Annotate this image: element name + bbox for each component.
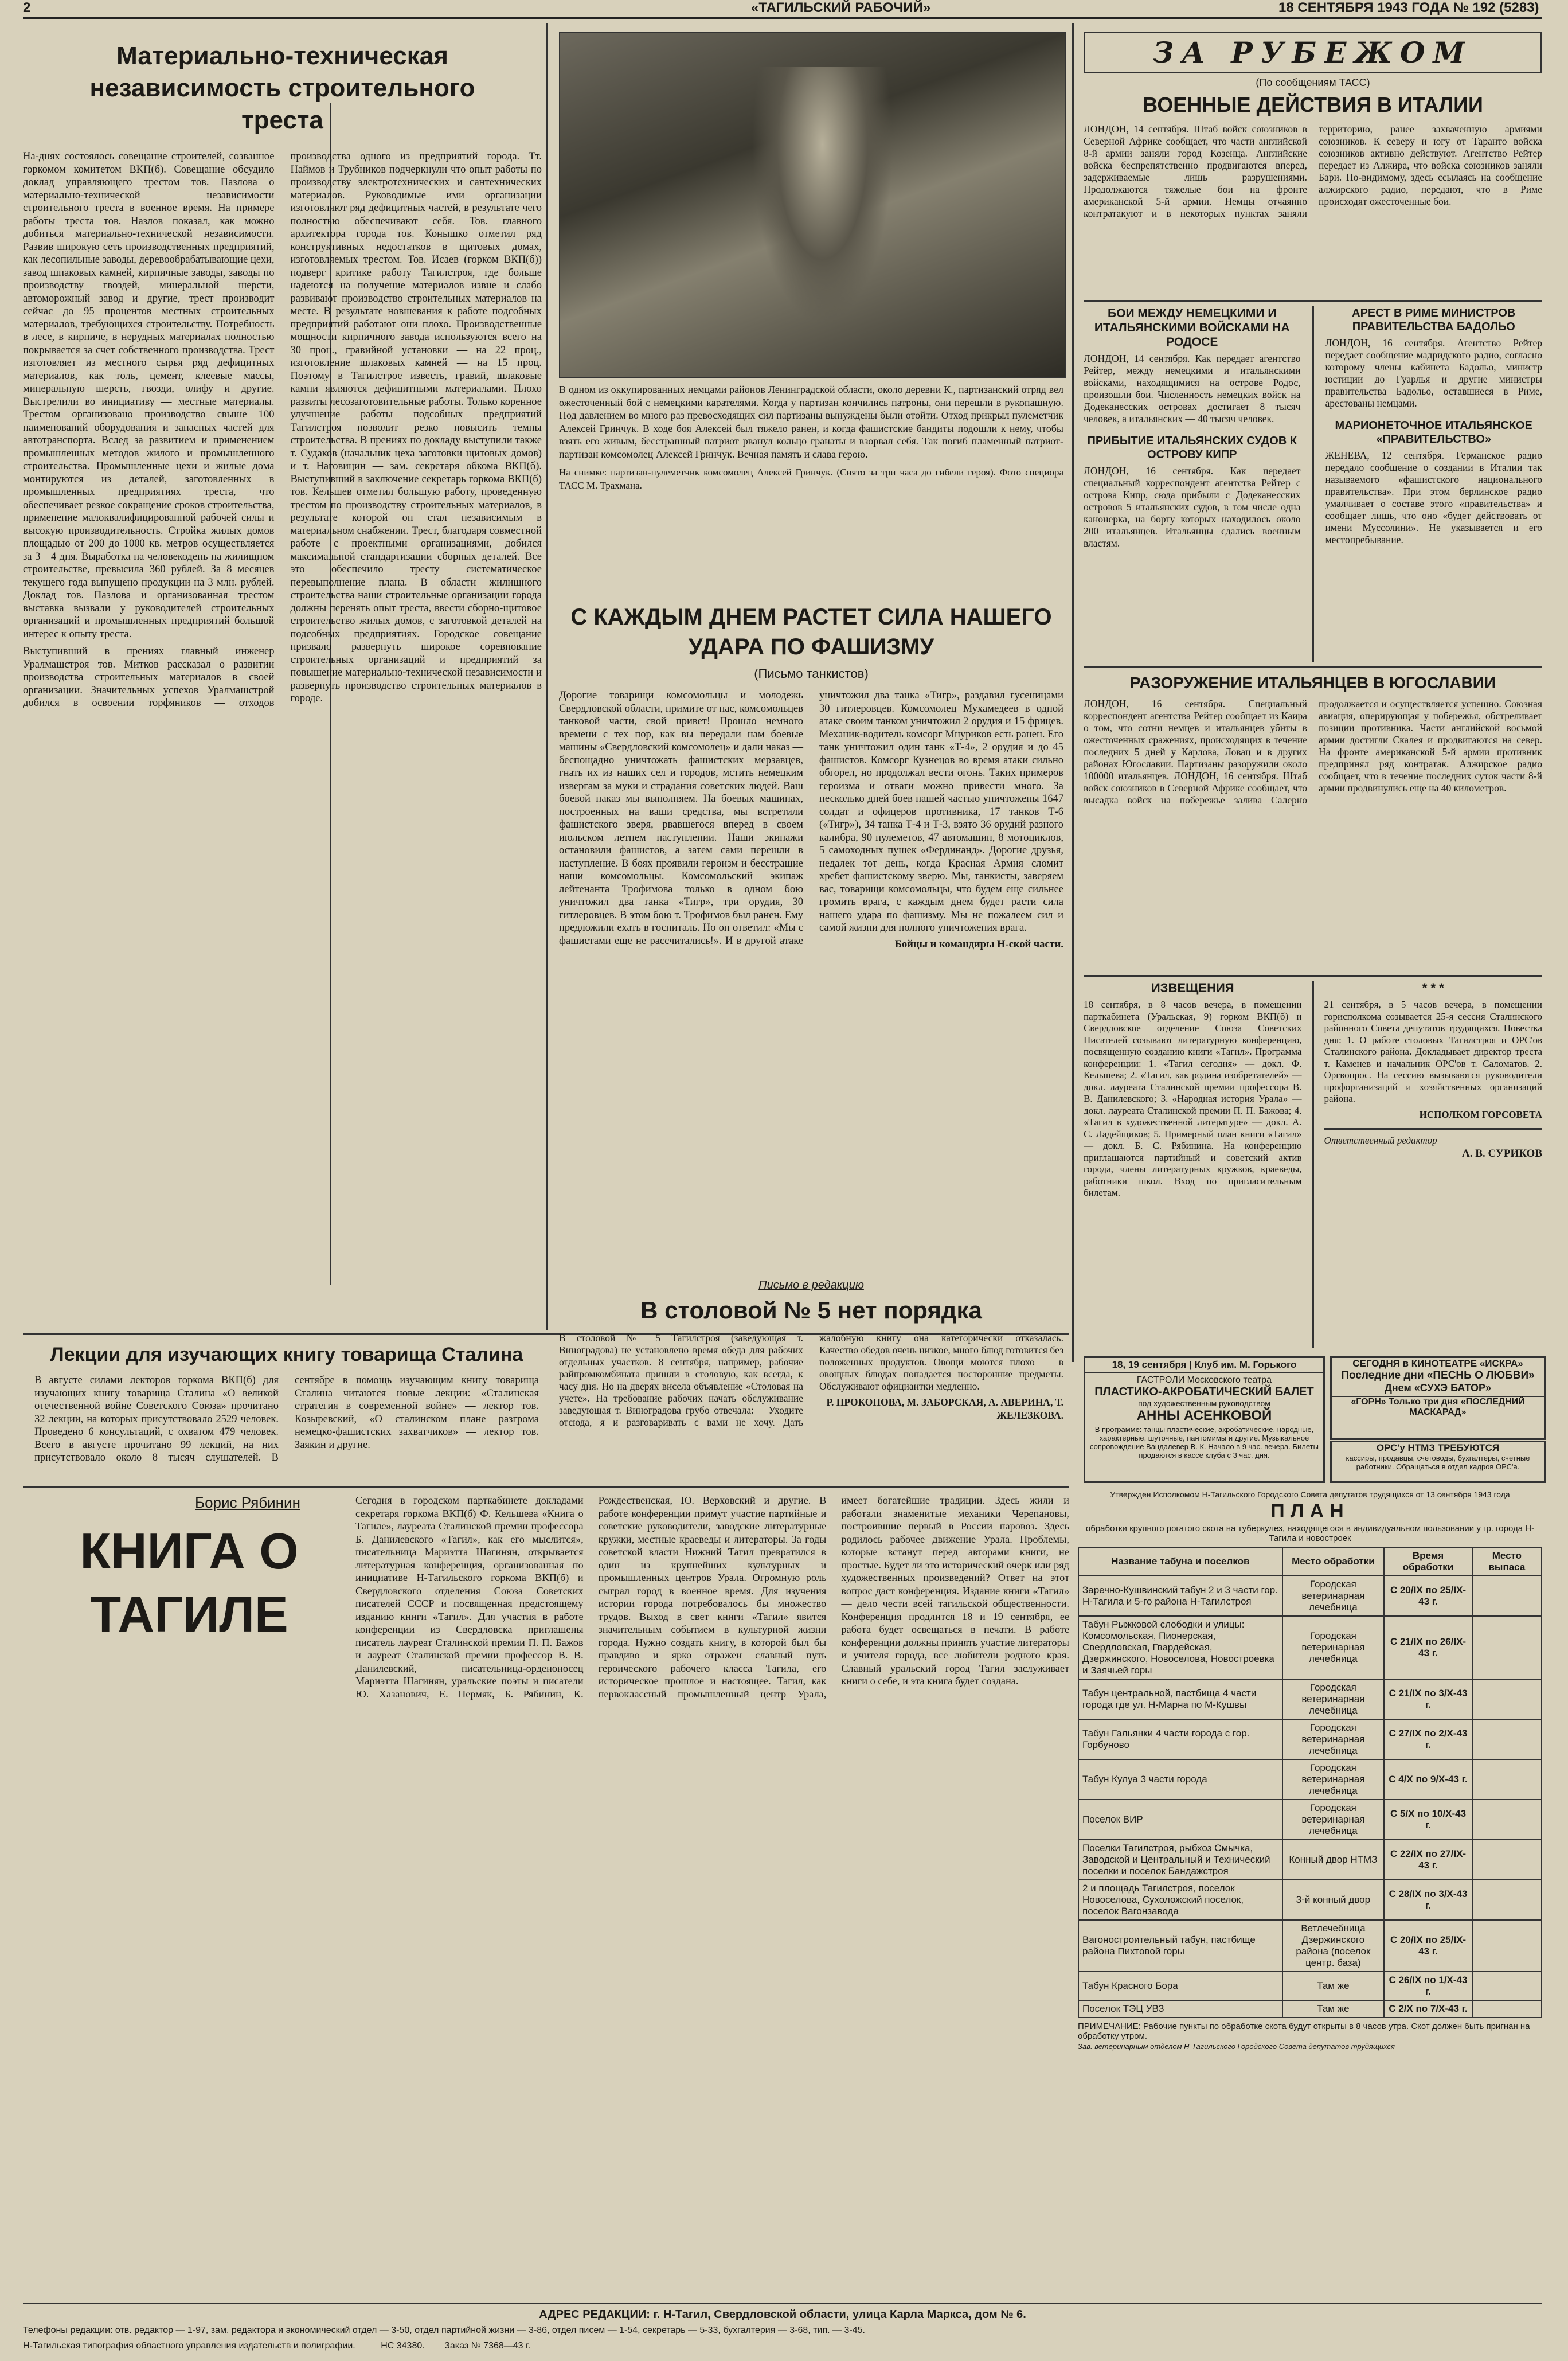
session-signature: ИСПОЛКОМ ГОРСОВЕТА [1419,1109,1542,1120]
plan-cell-name: Поселок ТЭЦ УВЗ [1078,2000,1282,2017]
abroad-left [1084,306,1301,662]
ors-text: кассиры, продавцы, счетоводы, бухгалтеры, счетные работники. Обращаться в отдел кадров ОРС'а. [1346,1454,1530,1471]
plan-cell-place: Городская ветеринарная лечебница [1282,1679,1385,1719]
photo-caption: В одном из оккупированных немцами районов Ленинградской области, около деревни К., партизанский отряд вел ожесточенный бой с немецкими карателями. Когда у партизан кончились патроны, они перешли в рукопашную. Под давлением во много раз превосходящих сил партизаны вынуждены были отойти. Отход прикрыл пулеметчик Алексей Гринчук. В ходе боя Алексей был тяжело ранен, и когда фашистские бандиты подошли к нему, чтобы взять его живым, бесстрашный патриот рванул кольцо гранаты и взорвал себя. Так погиб пламенный патриот-партизан комсомолец Алексей Гринчук. Вечная память и слава герою. [559,384,1063,460]
notices-cols [1084,981,1542,1348]
plan-row [1078,1880,1542,1920]
cinema-line1: СЕГОДНЯ в КИНОТЕАТРЕ «ИСКРА» [1352,1358,1523,1369]
plan-header-row [1078,1547,1542,1576]
badoglio-text: ЛОНДОН, 16 сентября. Агентство Рейтер передает сообщение мадридского радио, согласно которому члены кабинета Бадольо, министр юстиции до Гуарлья и другие министры правительства Бадольо, оставшиеся в Риме, арестованы немцами. [1325,337,1542,409]
plan-row [1078,1616,1542,1679]
plan-preamble: Утвержден Исполкомом Н-Тагильского Городского Совета депутатов трудящихся от 13 сентября 1943 года [1110,1490,1510,1499]
rhodes-title: БОИ МЕЖДУ НЕМЕЦКИМИ И ИТАЛЬЯНСКИМИ ВОЙСКАМИ НА РОДОСЕ [1094,307,1290,349]
editor-label: Ответственный редактор [1324,1135,1437,1146]
plan-cell-place: Городская ветеринарная лечебница [1282,1576,1385,1616]
trust-body [23,150,542,1325]
yugo-text: ЛОНДОН, 16 сентября. Специальный корреспондент агентства Рейтер сообщает из Каира о том, что сотни немцев и итальянцев убиты в ожесточенных сражениях, происходящих в течение последних 5 дней у Карлова, Ловац и в других районах Югославии. Партизаны разоружили около 100000 итальянцев. ЛОНДОН, 16 сентября. Штаб войск союзников в Северной Африке сообщает, что высадка войск на побережье залива Салерно продолжается и осуществляется успешно. Союзная авиация, оперирующая у побережья, обстреливает позиции противника. Части английской восьмой армии достигли Скалея и продвигаются на север. На фронте американской 5-й армии противник предпринял ряд контратак. Алжирское радио сообщает, что в течение последних суток части 8-й армии продвинулись еще на 40 километров. [1084,698,1542,806]
footer-printer-line [23,2341,1542,2351]
plan-cell-time: С 4/X по 9/X-43 г. [1384,1759,1472,1800]
notice-session: * * * 21 сентября, в 5 часов вечера, в помещении горисполкома созывается 25-я сессия Сталинского районного Совета депутатов трудящихся. Повестка дня: 1. О работе столовых Тагилстроя и ОРС'ов Сталинского района. Докладывает директор треста т. Каменев и начальник ОРС'ов т. Саломатов. 2. Оргвопрос. На сессию вызываются руководители профорганизаций и хозяйственных организаций района. ИСПОЛКОМ ГОРСОВЕТА Ответственный редактор А. В. СУРИКОВ [1324,981,1542,1160]
abroad-two-col [1084,306,1542,662]
plan-cell-time: С 28/IX по 3/X-43 г. [1384,1880,1472,1920]
italy-text: ЛОНДОН, 14 сентября. Штаб войск союзников в Северной Африке сообщает, что части английской 8-й армии заняли город Козенца. Английские войска беспрепятственно продвигаются вперед, задерживаемые лишь разрушениями. Продолжаются тяжелые бои на фронте американской 5-й армии. Немцы отчаянно контратакуют и в некоторых пунктах заняли территорию, ранее захваченную армиями союзников. К северу и югу от Таранто войска союзников активно действуют. Агентство Рейтер передает из Алжира, что войска союзников заняли Бари. По-видимому, здесь ссылаясь на сообщение алжирского радио, передают, что в Риме происходят ожесточенные бои. [1084,123,1542,219]
theater-director-line: под художественным руководством [1138,1399,1270,1408]
notices-header: ИЗВЕЩЕНИЯ [1151,981,1234,995]
plan-cell-time: С 20/IX по 25/IX-43 г. [1384,1920,1472,1972]
page-number: 2 [23,0,31,15]
rule [1084,300,1542,302]
plan-cell-graze [1472,1840,1542,1880]
issue-date: 18 СЕНТЯБРЯ 1943 ГОДА № 192 (5283) [1278,0,1539,15]
plan-row [1078,1800,1542,1840]
column-rule [546,23,548,1330]
canteen-title: В столовой № 5 нет порядка [640,1297,982,1324]
plan-cell-graze [1472,1616,1542,1679]
plan-cell-name: Табун центральной, пастбища 4 части города где ул. Н-Марна по М-Кушвы [1078,1679,1282,1719]
photo-caption-block [559,383,1063,595]
plan-subtitle: обработки крупного рогатого скота на туберкулез, находящегося в индивидуальном пользовании у гр. города Н-Тагила и новостроек [1085,1524,1535,1543]
book-heading-spacer [23,1494,355,1626]
plan-cell-name: Табун Красного Бора [1078,1972,1282,2000]
plan-cell-graze [1472,2000,1542,2017]
trust-title: Материально-техническая независимость строительного треста [89,42,475,134]
plan-cell-place: Там же [1282,1972,1385,2000]
theater-title: ПЛАСТИКО-АКРОБАТИЧЕСКИЙ БАЛЕТ [1094,1386,1314,1398]
plan-cell-place: Городская ветеринарная лечебница [1282,1759,1385,1800]
plan-cell-graze [1472,1576,1542,1616]
trust-text: На-днях состоялось совещание строителей, созванное горкомом комитетом ВКП(б). Совещание обсудило доклад управляющего трестом тов. Пазлова о материально-технической независимости строительного треста в военное время. На примере работы треста тов. Назлов показал, как можно добиться материально-технической независимости. Развив широкую сеть производственных предприятий, как лесопильные заводы, деревообрабатывающие цехи, завод шпаковых камней, кирпичные заводы, заводы по производству гвоздей, минеральной шерсти, автоморожный завод и другие, трест производит сейчас до 95 процентов местных строительных материалов, требующихся строительству. Потребность в лесе, в кирпиче, в нерудных материалах полностью покрывается за счет собственного производства. Трест изготовляет из местного сырья ряд дефицитных материалов, как толь, цемент, клеевые массы, минеральную шерсть, гвозди, олифу и другие. Выстрелили во инициативу — местные материалы. Трестом организовано производство свыше 100 наименований оборудования и запасных частей для автотранспорта. Вслед за развитием и применением промышленных методов жилого и промышленного строительства. Промышленные цехи и жилые дома монтируются из деталей, заготовленных в промышленных предприятиях треста, что обеспечивает резкое сокращение сроков строительства, применение малоквалифицированной рабочей силы и высокую производительность. Стройка жилых домов площадью от 200 до 1000 кв. метров осуществляется за 3—4 дня. Выработка на человекодень на жилищном строительстве, превысила 360 рублей. За 8 месяцев текущего года выпущено продукции на 3 млн. рублей. Доклад тов. Пазлова и организованная трестом выставка вызвали у руководителей строительных организаций и промышленных предприятий большой интерес к опыту треста. [23,151,275,640]
rule [1324,1128,1543,1130]
photo-credit: На снимке: партизан-пулеметчик комсомолец Алексей Гринчук. (Снято за три часа до гибели героя). Фото специора ТАСС М. Трахмана. [559,467,1063,491]
abroad-header: ЗА РУБЕЖОМ [1153,36,1473,69]
plan-cell-name: Табун Кулуа 3 части города [1078,1759,1282,1800]
book-text: Сегодня в городском парткабинете докладами секретаря горкома ВКП(б) Ф. Кельшева «Книга о Тагиле», лауреата Сталинской премии профессора Б. Данилевского «Тагил», как его мыслится», писательница Мариэтта Шагинян, открывается литературная конференция, организованная по инициативе Н-Тагильского горкома ВКП(б) и Свердловского отделения Союза Советских писателей СССР и посвященная предстоящему изданию книги «Тагил». Для участия в работе конференции из Свердловска приглашены писатель лауреат Сталинской премии П. П. Бажов и лауреат Сталинской премии профессор В. В. Данилевский, писательница-орденоносец Мариэтта Шагинян, уральские поэты и писатели Ю. Хазанович, Е. Пермяк, Б. Рябинин, К. Рождественская, Ю. Верховский и другие. В работе конференции примут участие партийные и советские руководители, заводские литературные кружки, местные краеведы и литераторы. За годы советской власти Нижний Тагил превратился в один из крупнейших культурных и промышленных центров Урала. Огромную роль сыграл город в военное время. Для изучения истории города потребовалось бы множество трудов. Выход в свет книги «Тагил» явится значительным событием в культурной жизни города. Нужно создать книгу, в которой был бы правдиво и ярко отражен славный путь героического рабочего класса Тагила, его историческое прошлое и настоящее. Тагил, как первоклассный промышленный центр Урала, имеет богатейшие традиции. Здесь жили и работали знаменитые механики Черепановы, построившие первый в России паровоз. Здесь родилось рабочее движение Урала. Проблемы, которые встанут перед авторами книги, не простые. Будет ли это исторический очерк или ряд художественных произведений? Ответ на этот вопрос даст конференция. Издание книги «Тагил» — дело чести всей тагильской общественности. Конференция продлится 18 и 19 сентября, ее работа будет освещаться в печати. В работе конференции должны принять участие литераторы и учителя города, все любители родного края. Славный уральский город Тагил заслуживает книги о себе, и эта книга будет создана. [355,1494,1069,1700]
plan-col-graze: Место выпаса [1472,1547,1542,1576]
plan-section [1078,1490,1542,2296]
abroad-section [1084,32,1542,969]
theater-director: АННЫ АСЕНКОВОЙ [1136,1408,1272,1423]
lectures-article [34,1342,539,1482]
canteen-article [559,1279,1063,1482]
plan-cell-graze [1472,1972,1542,2000]
plan-cell-time: С 26/IX по 1/X-43 г. [1384,1972,1472,2000]
plan-cell-name: Заречно-Кушвинский табун 2 и 3 части гор. Н-Тагила и 5-го района Н-Тагилстроя [1078,1576,1282,1616]
plan-cell-time: С 21/IX по 3/X-43 г. [1384,1679,1472,1719]
tankists-text: Дорогие товарищи комсомольцы и молодежь Свердловской области, примите от нас, комсомольцев танковой части, свой привет! Прошло немного времени с тех пор, как вы передали нам боевые машины «Свердловский комсомолец» и дали наказ — беспощадно уничтожать фашистских мерзавцев, гнать их из наших сел и городов, мстить немецким извергам за муки и страдания советских людей. Ваш боевой наказ мы выполняем. На боевых машинах, построенных на ваши средства, мы встретили фашистского зверя, рвавшегося вперед в своем июльском летнем наступлении. Наши экипажи остановили фашистов, а затем сами перешли в наступление. В боях проявили героизм и бесстрашие наши комсомольцы. Комсомольский экипаж лейтенанта Трофимова только в одном бою уничтожил два танка «Тигр», три орудия, 30 гитлеровцев. В этом бою т. Трофимов был ранен. Ему предложили ехать в госпиталь. Но он ответил: «Мы с фашистами еще не рассчитались!». И в другой атаке уничтожил два танка «Тигр», раздавил гусеницами 30 гитлеровцев. Комсомолец Мухамедеев в одной атаке своим танком уничтожил 2 орудия и 15 фрицев. Механик-водитель комсорг Мнуриков есть ранен. Его танк уничтожил один танк «Т-4», 2 орудия и до 45 фашистов. Комсорг Кузнецов во время атаки сильно обгорел, но продолжал вести огонь. Таких примеров героизма и отваги можно привести много. За несколько дней боев нашей частью уничтожены 1647 солдат и офицеров противника, 17 танков Т-6 («Тигр»), 34 танка Т-4 и Т-3, взято 36 орудий разного калибра, 90 пулеметов, 47 автомашин, 8 мотоциклов, 5 самоходных пушек «Фердинанд». Дорогие друзья, недалек тот день, когда Красная Армия сломит хребет фашистскому зверю. Мы, танкисты, заверяем вас, товарищи комсомольцы, что будем еще сильнее громить врага, с каждым днем будет расти сила нашего удара по фашизму. Мы не пожалеем сил и самой жизни для полного уничтожения врага. [559,690,1063,947]
lectures-text: В августе силами лекторов горкома ВКП(б) для изучающих книгу товарища Сталина «О великой отечественной войне Советского Союза» прочитано 32 лекции, на которых присутствовало 2529 человек. Проведено 6 консультаций, с охватом 479 человек. Всего в августе прочитано 99 лекций, на них присутствовало около 8 тысяч слушателей. В сентябре в помощь изучающим книгу товарища Сталина читаются новые лекции: «Сталинская стратегия в современной войне» — лектор тов. Козыревский, «О сталинском плане разгрома немецко-фашистских захватчиков» — лектор тов. Заякин и другие. [34,1375,539,1464]
footer-rule [23,2303,1542,2304]
session-text: 21 сентября, в 5 часов вечера, в помещении горисполкома созывается 25-я сессия Сталинского районного Совета депутатов трудящихся. Повестка дня: 1. О работе столовых Тагилстроя и ОРС'ов Сталинского района. Докладывает директор треста т. Каменев и начальник ОРС'ов т. Саломатов. 2. Оргвопрос. На сессию вызываются руководители профорганизаций и хозяйственных организаций района. [1324,999,1542,1104]
cinema-line2: Последние дни «ПЕСНЬ О ЛЮБВИ» [1341,1369,1535,1382]
plan-col-time: Время обработки [1384,1547,1472,1576]
plan-col-name: Название табуна и поселков [1078,1547,1282,1576]
column-rule [1312,981,1314,1348]
footer-order: НС 34380. [381,2341,425,2351]
partisan-figure [752,67,893,325]
editor-name: А. В. СУРИКОВ [1462,1147,1542,1160]
book-article [23,1494,1069,2297]
trust-text-continued: Выступивший в прениях главный инженер Уралмашстроя тов. Митков рассказал о развитии производства строительных материалов в своей организации. Значительных успехов Уралмашстрой добился в освоении торфяников — отходов производства одного из предприятий города. Тт. Наймов и Трубников подчеркнули что опыт работы по производству электротехнических и сантехнических материалов. Руководимые ими организации изготовляют ряд дефицитных частей, в результате чего полностью обеспечивают себя. Тов. главного архитектора города тов. Конышко отметил ряд конструктивных недостатков в щитовых домах, изготовляемых трестом. Тов. Исаев (горком ВКП(б)) подверг критике работу Тагилстроя, где больше надеются на получение материалов извне и слабо развивают производство строительных материалов на месте. В результате новшевания к работе подсобных предприятий работают они плохо. Производственные мощности кирпичного завода используются всего на 30 проц., гравийной установки — на 22 проц., изготовление шлаковых камней — на 15 проц. Поэтому в Тагилстрое известь, гравий, шлаковые камни являются дефицитными материалами. Плохо развиты лесозаготовительные работы. Только коренное улучшение работы подсобных предприятий Тагилстроя позволит резко повысить темпы строительства. В прениях по докладу выступили также т. Судаков (начальник цеха заготовки щитовых домов) и т. Наговицин — зам. секретаря обкома ВКП(б). Выступивший в заключение секретарь горкома ВКП(б) тов. Кельшев отметил большую работу, проведенную трестом по производству строительных материалов, в результате которой он стал независимым в материальном снабжении. Трест, благодаря совместной работе с проектными организациями, добился максимальной стандартизации сборных деталей. Все это обеспечило тресту систематическое перевыполнение плана. В области жилищного строительства наши строительные организации города должны перенять опыт треста, ввести сборно-щитовое строительство жилых домов, с заготовкой деталей на подсобных предприятиях. Городское совещание призвало развернуть широкое соревнование строительных организаций и предприятий за повышение материально-технической независимости и развернуть производство строительных материалов в городе. [23,151,542,709]
cinema-line4: «ГОРН» Только три дня «ПОСЛЕДНИЙ МАСКАРАД» [1332,1396,1544,1418]
footer-printer: Н-Тагильская типография областного управления издательств и полиграфии. [23,2341,355,2351]
ors-ad [1330,1441,1546,1483]
cinema-line3: Днем «СУХЭ БАТОР» [1384,1382,1492,1394]
tankists-article [559,602,1063,1299]
plan-row [1078,1840,1542,1880]
plan-cell-graze [1472,1719,1542,1759]
abroad-source: (По сообщениям ТАСС) [1256,77,1370,88]
abroad-header-box [1084,32,1542,73]
plan-row [1078,1920,1542,1972]
theater-ad: 18, 19 сентября | Клуб им. М. Горького ГАСТРОЛИ Московского театра ПЛАСТИКО-АКРОБАТИЧЕСКИЙ БАЛЕТ под художественным руководством АННЫ АСЕНКОВОЙ В программе: танцы пластические, акробатические, народные, характерные, шуточные, пантомимы и другие. Музыкальное сопровождение Вандалевер В. К. Начало в 9 час. вечера. Билеты продаются в кассе клуба с 3 час. дня. [1084,1356,1325,1483]
theater-venue: Клуб им. М. Горького [1194,1359,1297,1370]
notices-section [1084,981,1542,1348]
plan-cell-place: Там же [1282,2000,1385,2017]
theater-program: В программе: танцы пластические, акробатические, народные, характерные, шуточные, пантомимы и другие. Музыкальное сопровождение Вандалевер В. К. Начало в 9 час. вечера. Билеты продаются в кассе клуба с 3 час. дня. [1090,1425,1319,1459]
tankists-subtitle: (Письмо танкистов) [754,666,869,681]
plan-cell-name: Вагоностроительный табун, пастбище района Пихтовой горы [1078,1920,1282,1972]
footer-address: АДРЕС РЕДАКЦИИ: г. Н-Тагил, Свердловской области, улица Карла Маркса, дом № 6. [539,2308,1026,2321]
plan-row [1078,1759,1542,1800]
cinema-ad [1330,1356,1546,1440]
plan-cell-place: 3-й конный двор [1282,1880,1385,1920]
footer-order2: Заказ № 7368—43 г. [444,2341,531,2351]
tankists-title: С КАЖДЫМ ДНЕМ РАСТЕТ СИЛА НАШЕГО УДАРА ПО ФАШИЗМУ [570,604,1052,659]
plan-cell-place: Конный двор НТМЗ [1282,1840,1385,1880]
canteen-kicker: Письмо в редакцию [758,1279,864,1291]
plan-cell-graze [1472,1679,1542,1719]
column-rule [1072,23,1074,1362]
plan-cell-place: Ветлечебница Дзержинского района (поселок центр. база) [1282,1920,1385,1972]
plan-cell-name: Табун Гальянки 4 части города с гор. Горбуново [1078,1719,1282,1759]
rhodes-text: ЛОНДОН, 14 сентября. Как передает агентство Рейтер, между немецкими и итальянскими войсками, находящимися на острове Родос, произошли бои. Численность немецких войск на Додеканесских островах достигает 8 тысяч человек, а итальянских — 40 тысяч человек. [1084,353,1301,424]
paper-title: «ТАГИЛЬСКИЙ РАБОЧИЙ» [751,0,931,15]
plan-row [1078,1972,1542,2000]
plan-cell-name: Поселок ВИР [1078,1800,1282,1840]
notice-conference [1084,981,1302,1348]
trust-article [23,40,542,1325]
column-rule [1312,306,1314,662]
footer-phones: Телефоны редакции: отв. редактор — 1-97, зам. редактора и экономический отдел — 3-50, отдел партийной жизни — 3-86, отдел писем — 1-54, секретарь — 5-33, бухгалтерия — 3-68, тип. — 3-45. [23,2325,865,2335]
tankists-signature: Бойцы и командиры Н-ской части. [894,938,1063,950]
plan-cell-graze [1472,1920,1542,1972]
plan-row [1078,1719,1542,1759]
badoglio-title: АРЕСТ В РИМЕ МИНИСТРОВ ПРАВИТЕЛЬСТВА БАДОЛЬО [1352,307,1516,333]
plan-row [1078,2000,1542,2017]
lectures-title: Лекции для изучающих книгу товарища Сталина [50,1344,523,1365]
plan-cell-graze [1472,1759,1542,1800]
plan-row [1078,1576,1542,1616]
book-author: Борис Рябинин [195,1494,300,1511]
plan-cell-time: С 21/IX по 26/IX-43 г. [1384,1616,1472,1679]
plan-cell-time: С 22/IX по 27/IX-43 г. [1384,1840,1472,1880]
plan-cell-name: 2 и площадь Тагилстроя, поселок Новоселова, Сухоложский поселок, поселок Вагонзавода [1078,1880,1282,1920]
puppet-text: ЖЕНЕВА, 12 сентября. Германское радио передало сообщение о создании в Италии так называемого «фашистского национального правительства». При этом берлинское радио умалчивает о составе этого «правительства» и сообщает лишь, что оно «будет действовать от имени Муссолини». Не указывается и его местопребывание. [1325,450,1542,545]
plan-cell-place: Городская ветеринарная лечебница [1282,1800,1385,1840]
plan-cell-time: С 2/X по 7/X-43 г. [1384,2000,1472,2017]
section-rule [23,1486,1069,1488]
section-rule [1084,975,1542,977]
plan-cell-graze [1472,1880,1542,1920]
abroad-right [1325,306,1543,662]
plan-cell-name: Табун Рыжковой слободки и улицы: Комсомольская, Пионерская, Свердловская, Гвардейская, Дзержинского, Новоселова, Новостроевка и Заячьей горы [1078,1616,1282,1679]
plan-title: ПЛАН [1270,1500,1350,1522]
plan-cell-time: С 5/X по 10/X-43 г. [1384,1800,1472,1840]
plan-col-place: Место обработки [1282,1547,1385,1576]
canteen-text: В столовой № 5 Тагилстроя (заведующая т. Виноградова) не установлено время обеда для рабочих отдельных участков. 8 сентября, например, рабочие райпромкомбината пришли в столовую, как всегда, к часу дня. Но на дверях висела объявление «Столовая на учете». На требование рабочих начать обслуживание заведующая т. Виноградова грубо отвечала: —Уходите отсюда, я и разговаривать с вами не хочу. Дать жалобную книгу она категорически отказалась. Качество обедов очень низкое, много блюд готовится без положенных продуктов. Овощи моются плохо — в овощных блюдах попадается посторонние предметы. Обслуживают официантки медленно. [559,1332,1063,1428]
italy-title: ВОЕННЫЕ ДЕЙСТВИЯ В ИТАЛИИ [1143,93,1483,116]
puppet-title: МАРИОНЕТОЧНОЕ ИТАЛЬЯНСКОЕ «ПРАВИТЕЛЬСТВО» [1335,419,1532,446]
partisan-photo [559,32,1066,378]
book-body [355,1494,1069,2294]
theater-tour: ГАСТРОЛИ Московского театра [1136,1375,1272,1385]
plan-table [1078,1547,1542,2018]
ships-text: ЛОНДОН, 16 сентября. Как передает специальный корреспондент агентства Рейтер с острова Кипр, сюда прибыли с Додеканесских островов 5 итальянских судов, в том числе одна канонерка, на борту которых находилось около 200 итальянцев. Итальянцы сдались военным властям. [1084,465,1301,549]
plan-cell-time: С 20/IX по 25/IX-43 г. [1384,1576,1472,1616]
conference-text: 18 сентября, в 8 часов вечера, в помещении парткабинета (Уральская, 9) горком ВКП(б) и Свердловское отделение Союза Советских Писателей созывают литературную конференцию, посвященную созданию книги «Тагил». Программа конференции: 1. «Тагил сегодня» — докл. Ф. Кельшева; 2. «Тагил, как родина изобретателей» — докл. лауреата Сталинской премии профессора В. В. Данилевского; 3. «Народная история Урала» — докл. лауреата Сталинской премии П. П. Бажова; 4. «Тагил в художественной литературе» — докл. А. С. Ладейщиков; 5. Примерный план книги «Тагил» — докл. Б. С. Рябинина. На конференцию приглашаются партийный и советский актив города, члены литературных кружков, краеведы, работники школ. Вход по пригласительным билетам. [1084,999,1302,1198]
plan-cell-graze [1472,1800,1542,1840]
rule [1084,666,1542,668]
plan-row [1078,1679,1542,1719]
canteen-signature: Р. ПРОКОПОВА, М. ЗАБОРСКАЯ, А. АВЕРИНА, Т. ЖЕЛЕЗКОВА. [826,1396,1063,1421]
book-body-wrap [23,1494,1069,2297]
yugo-title: РАЗОРУЖЕНИЕ ИТАЛЬЯНЦЕВ В ЮГОСЛАВИИ [1129,674,1496,692]
book-title: КНИГА О ТАГИЛЕ [80,1523,299,1642]
theater-dates: 18, 19 сентября [1112,1359,1187,1370]
plan-body [1078,1576,1542,2017]
ships-title: ПРИБЫТИЕ ИТАЛЬЯНСКИХ СУДОВ К ОСТРОВУ КИПР [1087,435,1297,461]
plan-cell-name: Поселки Тагилстроя, рыбхоз Смычка, Заводской и Центральный и Технический поселки и поселок Бандажстроя [1078,1840,1282,1880]
ors-title: ОРС'у НТМЗ ТРЕБУЮТСЯ [1376,1442,1500,1453]
plan-sign: Зав. ветеринарным отделом Н-Тагильского Городского Совета депутатов трудящихся [1078,2042,1395,2051]
plan-cell-place: Городская ветеринарная лечебница [1282,1719,1385,1759]
plan-cell-time: С 27/IX по 2/X-43 г. [1384,1719,1472,1759]
plan-note: ПРИМЕЧАНИЕ: Рабочие пункты по обработке скота будут открыты в 8 часов утра. Скот должен быть пригнан на обработку утром. [1078,2022,1530,2041]
masthead [23,0,1542,19]
plan-cell-place: Городская ветеринарная лечебница [1282,1616,1385,1679]
